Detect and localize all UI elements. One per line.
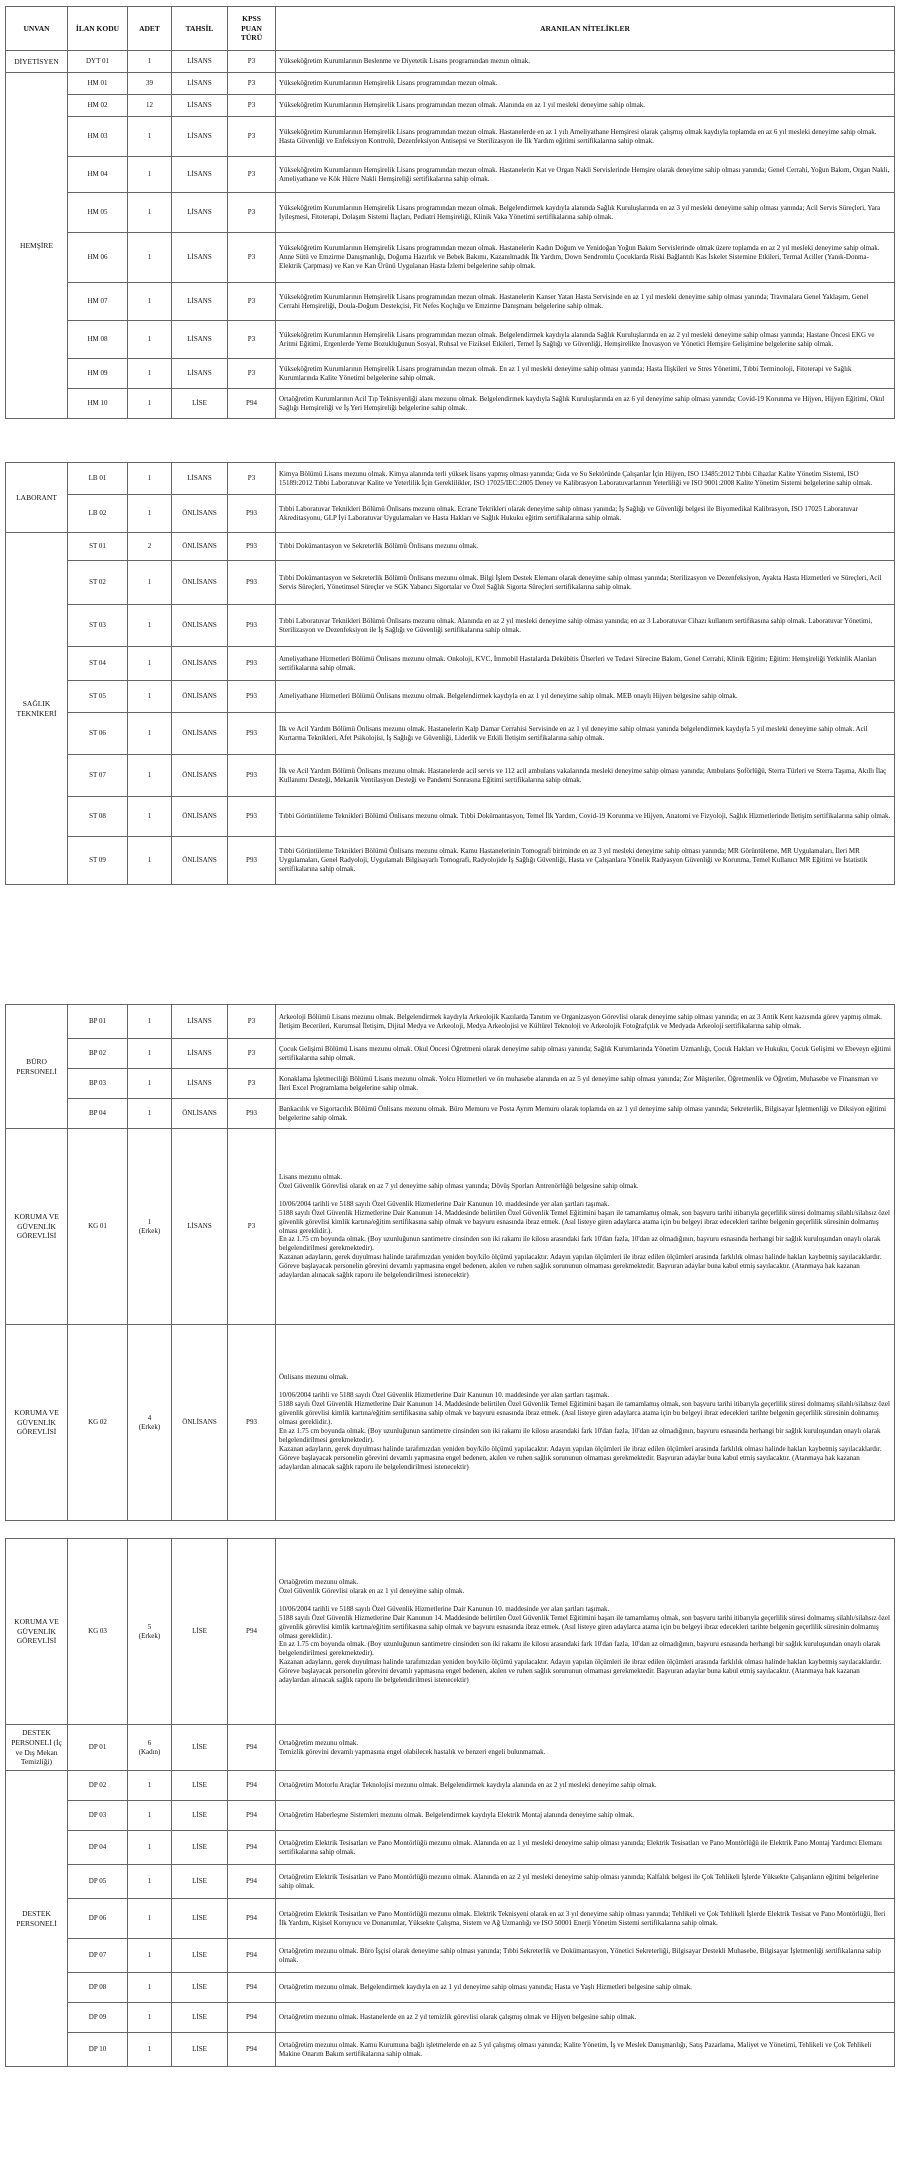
cell-adet: 1 (128, 1899, 172, 1939)
table-row (6, 755, 895, 797)
cell-kpss: P94 (228, 2003, 276, 2033)
cell-tahsil: LİSANS (172, 73, 228, 95)
col-header-nitelikler: ARANILAN NİTELİKLER (276, 7, 895, 51)
cell-adet: 1 (128, 605, 172, 647)
cell-nitelik: Ortaöğretim Elektrik Tesisatları ve Pano Montörlüğü mezunu olmak. Elektrik Teknisyeni olarak en az 3 yıl deneyime sahip olması yanında; Tehlikeli ve Çok Tehlikeli İşlerde Elektrik Tesisat ve Pano Montörlüğü, İleri İlk Yardım, Kişisel Koruyucu ve Donanımlar, Yüksekte Çalışma, Sistem ve Ağ Uzmanlığı ve ISO 50001 Enerji Yönetim Sistemi sertifikalarına sahip olmak. (276, 1899, 895, 1939)
cell-kod: LB 02 (68, 495, 128, 533)
cell-tahsil: LİSE (172, 1801, 228, 1831)
cell-adet: 1 (128, 463, 172, 495)
cell-kpss: P94 (228, 1939, 276, 1973)
cell-kpss: P3 (228, 73, 276, 95)
table-row (6, 1129, 895, 1325)
cell-kpss: P93 (228, 1325, 276, 1521)
table-row (6, 495, 895, 533)
cell-nitelik: Yükseköğretim Kurumlarının Hemşirelik Lisans programından mezun olmak. En az 1 yıl mesleki deneyime sahip olması yanında; Hasta İlişkileri ve Stres Yönetimi, Tıbbi Terminoloji, Fitoterapi ve Sağlık Kurumlarında Kalite Yönetimi belgelerine sahip olmak. (276, 359, 895, 389)
cell-kpss: P93 (228, 837, 276, 885)
group-title: KORUMA VE GÜVENLİK GÖREVLİSİ (6, 1325, 68, 1521)
cell-nitelik: Yükseköğretim Kurumlarının Hemşirelik Lisans programından mezun olmak. Hastanelerde en az 1 yılı Ameliyathane Hemşiresi olarak çalışmış olmak kaydıyla toplamda en az 6 yıl mesleki deneyime sahip olmak. Hasta Güvenliği ve Enfeksiyon Kontrolü, Dezenfeksiyon Antisepsi ve Sterilizasyon ile İlk Yardım eğitimi sertifikalarına sahip olmak. (276, 117, 895, 157)
cell-adet: 1 (128, 1973, 172, 2003)
cell-kpss: P94 (228, 1831, 276, 1865)
cell-nitelik: İlk ve Acil Yardım Bölümü Önlisans mezunu olmak. Hastanelerin Kalp Damar Cerrahisi Servisinde en az 1 yıl deneyime sahip olması yanında belgelendirmek kaydıyla 5 yıl mesleki deneyime sahip olmak. Acil Kurtarma Teknikleri, Afet Psikolojisi, İş Sağlığı ve Güvenliği, Liderlik ve Etkili İletişim sertifikalarına sahip olmak. (276, 713, 895, 755)
cell-kod: ST 07 (68, 755, 128, 797)
cell-tahsil: LİSE (172, 1831, 228, 1865)
cell-nitelik: Ameliyathane Hizmetleri Bölümü Önlisans mezunu olmak. Onkoloji, KVC, İmmobil Hastalarda Dekübitis Ülserleri ve Tedavi Sürecine Bakım, Genel Cerrahi, Klinik Eğitim; Eğitim: Hemşireliği Yetkinlik Alanları sertifikalarına sahip olmak. (276, 647, 895, 681)
cell-adet: 1 (128, 561, 172, 605)
cell-kod: ST 06 (68, 713, 128, 755)
cell-tahsil: LİSANS (172, 117, 228, 157)
job-table-1 (5, 6, 895, 419)
cell-kod: KG 02 (68, 1325, 128, 1521)
cell-tahsil: LİSE (172, 1973, 228, 2003)
cell-kod: HM 05 (68, 193, 128, 233)
cell-kod: ST 01 (68, 533, 128, 561)
cell-adet: 5 (Erkek) (128, 1539, 172, 1725)
cell-adet: 1 (128, 157, 172, 193)
cell-tahsil: ÖNLİSANS (172, 561, 228, 605)
cell-adet: 1 (128, 321, 172, 359)
table-row (6, 1725, 895, 1771)
cell-kod: HM 04 (68, 157, 128, 193)
cell-adet: 1 (128, 359, 172, 389)
cell-kpss: P94 (228, 1539, 276, 1725)
cell-kpss: P94 (228, 1725, 276, 1771)
cell-kpss: P3 (228, 193, 276, 233)
cell-kpss: P94 (228, 1771, 276, 1801)
cell-kod: BP 01 (68, 1005, 128, 1039)
table-row (6, 533, 895, 561)
table-header-row (6, 7, 895, 51)
col-header-ilan-kodu: İLAN KODU (68, 7, 128, 51)
cell-kod: BP 02 (68, 1039, 128, 1069)
cell-tahsil: LİSE (172, 2003, 228, 2033)
cell-kpss: P3 (228, 117, 276, 157)
cell-kpss: P93 (228, 533, 276, 561)
cell-tahsil: LİSANS (172, 157, 228, 193)
cell-kod: BP 04 (68, 1099, 128, 1129)
cell-kpss: P94 (228, 2033, 276, 2067)
cell-tahsil: LİSANS (172, 1005, 228, 1039)
cell-adet: 1 (128, 233, 172, 283)
cell-tahsil: ÖNLİSANS (172, 1099, 228, 1129)
job-table-2 (5, 462, 895, 885)
cell-nitelik: İlk ve Acil Yardım Bölümü Önlisans mezunu olmak. Hastanelerde acil servis ve 112 acil ambulans vakalarında mesleki deneyime sahip olması yanında; Ambulans Şoförlüğü, Sterra Türleri ve Sterra Taşıma, Akıllı İlaç Kullanımı Desteği, Mekanik Ventilasyon Desteği ve Pandemi Sonrasına Eğitimi sertifikalarına sahip olmak. (276, 755, 895, 797)
cell-nitelik: Önlisans mezunu olmak. 10/06/2004 tarihli ve 5188 sayılı Özel Güvenlik Hizmetlerine Dair Kanunun 10. maddesinde yer alan şartları taşımak. 5188 sayılı Özel Güvenlik Hizmetlerine Dair Kanunun 14. Maddesinde belirtilen Özel Güvenlik Temel Eğitimini başarı ile tamamlamış olmak, son başvuru tarihi itibarıyla geçerlilik süresi dolmamış silahlı/silahsız özel güvenlik görevlisi kimlik kartına/eğitim sertifikasına sahip olmak ve başvuru esnasında ibraz etmek. (Asıl listeye giren adaylarca atama için bu belgeyi ibraz edecekleri tarihte belgenin geçerlilik süresinin dolmamış olması gereklidir.). En az 1.75 cm boyunda olmak. (Boy uzunluğunun santimetre cinsinden son iki rakamı ile kilosu arasındaki fark 10'dan fazla, 10'dan az olmadığının, başvuru esnasında herhangi bir sağlık kuruluşundan onaylı olarak belgelendirilmesi gerekmektedir). Kazanan adayların, gerek duyulması halinde tarafımızdan yeniden boy/kilo ölçümü yapılacaktır. Adayın yapılan ölçümleri ile ibraz edilen ölçümleri arasında farklılık olması halinde hakları kaybetmiş sayılacaklardır. Göreve başlayacak personelin görevini devamlı yapmasına engel bedenen, akılen ve ruhen sağlık sorununun olmaması gerekmektedir. Başvuran adaylar buna kabul etmiş sayılacaktır. (Atanmaya hak kazanan adaylardan alınacak sağlık raporu ile belgelendirilmesi istenecektir) (276, 1325, 895, 1521)
cell-kod: DP 07 (68, 1939, 128, 1973)
cell-tahsil: ÖNLİSANS (172, 755, 228, 797)
cell-adet: 1 (128, 837, 172, 885)
cell-nitelik: Konaklama İşletmeciliği Bölümü Lisans mezunu olmak. Yolcu Hizmetleri ve ön muhasebe alanında en az 5 yıl deneyime sahip olması yanında; Zor Müşteriler, Öğretmenlik ve Öğretim, Muhasebe ve Finansman ve İleri Excel Programlama belgelerine sahip olmak. (276, 1069, 895, 1099)
cell-kod: HM 07 (68, 283, 128, 321)
cell-kpss: P3 (228, 1005, 276, 1039)
group-title: KORUMA VE GÜVENLİK GÖREVLİSİ (6, 1539, 68, 1725)
cell-tahsil: LİSE (172, 1865, 228, 1899)
cell-tahsil: ÖNLİSANS (172, 797, 228, 837)
table-row (6, 837, 895, 885)
table-row (6, 1005, 895, 1039)
cell-kpss: P94 (228, 1865, 276, 1899)
table-row (6, 1771, 895, 1801)
cell-kod: DYT 01 (68, 51, 128, 73)
cell-kpss: P94 (228, 1973, 276, 2003)
cell-adet: 1 (128, 1039, 172, 1069)
group-title: BÜRO PERSONELİ (6, 1005, 68, 1129)
cell-nitelik: Ortaöğretim Elektrik Tesisatları ve Pano Montörlüğü mezunu olmak. Alanında en az 1 yıl mesleki deneyime sahip olması yanında; Elektrik Tesisatları ve Pano Montörlüğü ile Elektrik Pano Montaj Yardımcı Elemanı sertifikalarına sahip olmak. (276, 1831, 895, 1865)
cell-nitelik: Ortaöğretim Kurumlarının Acil Tıp Teknisyenliği alanı mezunu olmak. Belgelendirmek kaydıyla Sağlık Kuruluşlarında en az 6 yıl deneyime sahip olması yanında; Covid-19 Korunma ve Hijyen, Hijyen Eğitimi, Okul Sağlığı Hemşireliği ve İş Yeri Hemşireliği belgelerine sahip olmak. (276, 389, 895, 419)
cell-tahsil: LİSANS (172, 1039, 228, 1069)
cell-kpss: P3 (228, 51, 276, 73)
cell-tahsil: LİSE (172, 1725, 228, 1771)
cell-kpss: P93 (228, 713, 276, 755)
cell-tahsil: LİSANS (172, 95, 228, 117)
cell-adet: 4 (Erkek) (128, 1325, 172, 1521)
cell-adet: 1 (128, 1801, 172, 1831)
cell-kod: ST 05 (68, 681, 128, 713)
table-row (6, 193, 895, 233)
cell-adet: 1 (128, 193, 172, 233)
cell-kpss: P93 (228, 605, 276, 647)
cell-nitelik: Ortaöğretim Motorlu Araçlar Teknolojisi mezunu olmak. Belgelendirmek kaydıyla alanında en az 2 yıl mesleki deneyime sahip olmak. (276, 1771, 895, 1801)
cell-kod: ST 08 (68, 797, 128, 837)
cell-adet: 1 (Erkek) (128, 1129, 172, 1325)
cell-kpss: P93 (228, 495, 276, 533)
cell-tahsil: LİSANS (172, 283, 228, 321)
cell-kpss: P3 (228, 95, 276, 117)
table-row (6, 605, 895, 647)
cell-nitelik: Tıbbi Dokümantasyon ve Sekreterlik Bölümü Önlisans mezunu olmak. Bilgi İşlem Destek Elemanı olarak deneyime sahip olması yanında; Sterilizasyon ve Dezenfeksiyon, Ayakta Hasta Hizmetleri ve Süreçleri, Acil Servis Süreçleri, Yönetimsel Süreçler ve SGK Yabancı Sigortalar ve Özel Sağlık Sigorta Süreçleri sertifikalarına sahip olmak. (276, 561, 895, 605)
cell-kod: ST 03 (68, 605, 128, 647)
cell-kod: DP 05 (68, 1865, 128, 1899)
cell-kod: HM 09 (68, 359, 128, 389)
cell-kod: ST 02 (68, 561, 128, 605)
cell-nitelik: Ortaöğretim mezunu olmak. Temizlik görevini devamlı yapmasına engel olabilecek hastalık ve benzeri engeli bulunmamak. (276, 1725, 895, 1771)
cell-kod: DP 09 (68, 2003, 128, 2033)
cell-kod: DP 02 (68, 1771, 128, 1801)
cell-nitelik: Yükseköğretim Kurumlarının Hemşirelik Lisans programından mezun olmak. (276, 73, 895, 95)
cell-kpss: P3 (228, 359, 276, 389)
cell-kpss: P94 (228, 389, 276, 419)
cell-tahsil: LİSANS (172, 1069, 228, 1099)
cell-kod: ST 09 (68, 837, 128, 885)
cell-nitelik: Tıbbi Görüntüleme Teknikleri Bölümü Önlisans mezunu olmak. Kamu Hastanelerinin Tomografi biriminde en az 3 yıl mesleki deneyime sahip olması yanında; MR Görüntüleme, MR Uygulamaları, İleri MR Uygulamaları, Genel Radyoloji, Uygulamalı Bilgisayarlı Tomografi, Radyolojide İş Sağlığı Güvenliği, Hasta ve Çalışanlara Yönelik Radyasyon Güvenliği ve Korunma, Temel Kullanıcı MR Eğitimi ve İstatistik sertifikalarına sahip olmak. (276, 837, 895, 885)
cell-kod: HM 08 (68, 321, 128, 359)
cell-tahsil: LİSE (172, 1771, 228, 1801)
table-row (6, 283, 895, 321)
cell-kod: DP 10 (68, 2033, 128, 2067)
cell-kod: ST 04 (68, 647, 128, 681)
cell-nitelik: Ameliyathane Hizmetleri Bölümü Önlisans mezunu olmak. Belgelendirmek kaydıyla en az 1 yıl deneyime sahip olmak. MEB onaylı Hijyen belgesine sahip olmak. (276, 681, 895, 713)
cell-kpss: P3 (228, 233, 276, 283)
cell-adet: 1 (128, 797, 172, 837)
cell-tahsil: LİSE (172, 389, 228, 419)
cell-tahsil: LİSANS (172, 51, 228, 73)
cell-tahsil: LİSANS (172, 321, 228, 359)
cell-tahsil: ÖNLİSANS (172, 837, 228, 885)
cell-kod: DP 03 (68, 1801, 128, 1831)
cell-kpss: P93 (228, 561, 276, 605)
table-row (6, 1899, 895, 1939)
cell-nitelik: Yükseköğretim Kurumlarının Hemşirelik Lisans programından mezun olmak. Hastanelerin Kanser Yatan Hasta Servisinde en az 1 yıl mesleki deneyime sahip olması yanında; Travmalara Genel Yaklaşım, Genel Cerrahi Hemşireliği, Doula-Doğum Destekçisi, Fit Nefes Koçluğu ve Emzirme Danışmanı belgelerine sahip olmak. (276, 283, 895, 321)
col-header-adet: ADET (128, 7, 172, 51)
table-row (6, 73, 895, 95)
cell-tahsil: ÖNLİSANS (172, 495, 228, 533)
cell-nitelik: Tıbbi Dokümantasyon ve Sekreterlik Bölümü Önlisans mezunu olmak. (276, 533, 895, 561)
cell-kod: DP 08 (68, 1973, 128, 2003)
table-row (6, 157, 895, 193)
cell-kod: DP 01 (68, 1725, 128, 1771)
cell-kod: KG 03 (68, 1539, 128, 1725)
cell-kpss: P94 (228, 1899, 276, 1939)
cell-nitelik: Ortaöğretim mezunu olmak. Büro İşçisi olarak deneyime sahip olması yanında; Tıbbi Sekreterlik ve Dokümantasyon, Yönetici Sekreterliği, Bilgisayar Destekli Muhasebe, Bilgisayar İşletmenliği sertifikalarına sahip olmak. (276, 1939, 895, 1973)
table-row (6, 1831, 895, 1865)
cell-kod: DP 04 (68, 1831, 128, 1865)
cell-kpss: P3 (228, 283, 276, 321)
table-row (6, 1801, 895, 1831)
col-header-tahsil: TAHSİL (172, 7, 228, 51)
cell-tahsil: LİSANS (172, 463, 228, 495)
table-row (6, 95, 895, 117)
cell-tahsil: LİSE (172, 1539, 228, 1725)
cell-kod: HM 01 (68, 73, 128, 95)
cell-nitelik: Yükseköğretim Kurumlarının Hemşirelik Lisans programından mezun olmak. Belgelendirmek kaydıyla alanında Sağlık Kuruluşlarında en az 2 yıl mesleki deneyime sahip olması yanında; Hastane Öncesi EKG ve Aritmi Eğitimi, Ergenlerde Yeme Bozukluğunun Sosyal, Ruhsal ve Fiziksel Etkileri, Temel İş Sağlığı ve Güvenliği, Hemşirelikte İnovasyon ve Yönetici Hemşire Gelişimine belgelerine sahip olmak. (276, 321, 895, 359)
cell-kpss: P3 (228, 321, 276, 359)
cell-nitelik: Yükseköğretim Kurumlarının Beslenme ve Diyetetik Lisans programından mezun olmak. (276, 51, 895, 73)
group-title: DESTEK PERSONELİ (İç ve Dış Mekan Temizliği) (6, 1725, 68, 1771)
job-table-4 (5, 1538, 895, 2067)
cell-nitelik: Tıbbi Laboratuvar Teknikleri Bölümü Önlisans mezunu olmak. Ecrane Tekrikleri olarak deneyime sahip olması yanında; İş Sağlığı ve Güvenliği belgesi ile Biyomedikal Kalibrasyon, ISO 17025 Laboratuvar Akreditasyonu, GLP İyi Laboratuvar Uygulamaları ve Hasta Hakları ve Sağlık Hukuku eğitim sertifikalarına sahip olmak. (276, 495, 895, 533)
cell-adet: 1 (128, 2003, 172, 2033)
cell-adet: 1 (128, 389, 172, 419)
cell-tahsil: ÖNLİSANS (172, 533, 228, 561)
table-row (6, 647, 895, 681)
cell-adet: 1 (128, 1771, 172, 1801)
cell-adet: 1 (128, 755, 172, 797)
cell-nitelik: Ortaöğretim mezunu olmak. Özel Güvenlik Görevlisi olarak en az 1 yıl deneyime sahip olmak. 10/06/2004 tarihli ve 5188 sayılı Özel Güvenlik Hizmetlerine Dair Kanunun 10. maddesinde yer alan şartları taşımak. 5188 sayılı Özel Güvenlik Hizmetlerine Dair Kanunun 14. Maddesinde belirtilen Özel Güvenlik Temel Eğitimini başarı ile tamamlamış olmak, son başvuru tarihi itibarıyla geçerlilik süresi dolmamış silahlı/silahsız özel güvenlik görevlisi kimlik kartına/eğitim sertifikasına sahip olmak ve başvuru esnasında ibraz etmek. (Asıl listeye giren adaylarca atama için bu belgeyi ibraz edecekleri tarihte belgenin geçerlilik süresinin dolmamış olması gereklidir.). En az 1.75 cm boyunda olmak. (Boy uzunluğunun santimetre cinsinden son iki rakamı ile kilosu arasındaki fark 10'dan fazla, 10'dan az olmadığının, başvuru esnasında herhangi bir sağlık kuruluşundan onaylı olarak belgelendirilmesi gerekmektedir). Kazanan adayların, gerek duyulması halinde tarafımızdan yeniden boy/kilo ölçümü yapılacaktır. Adayın yapılan ölçümleri ile ibraz edilen ölçümleri arasında farklılık olması halinde hakları kaybetmiş sayılacaklardır. Göreve başlayacak personelin görevini devamlı yapmasına engel bedenen, akılen ve ruhen sağlık sorununun olmaması gerekmektedir. Başvuran adaylar buna kabul etmiş sayılacaktır. (Atanmaya hak kazanan adaylardan alınacak sağlık raporu ile belgelendirilmesi istenecektir) (276, 1539, 895, 1725)
table-row (6, 389, 895, 419)
col-header-kpss: KPSS PUAN TÜRÜ (228, 7, 276, 51)
cell-adet: 1 (128, 117, 172, 157)
cell-adet: 1 (128, 681, 172, 713)
cell-kod: BP 03 (68, 1069, 128, 1099)
cell-adet: 1 (128, 1005, 172, 1039)
table-row (6, 2003, 895, 2033)
table-row (6, 1069, 895, 1099)
table-row (6, 463, 895, 495)
cell-kpss: P3 (228, 157, 276, 193)
cell-tahsil: ÖNLİSANS (172, 605, 228, 647)
col-header-unvan: UNVAN (6, 7, 68, 51)
cell-adet: 1 (128, 713, 172, 755)
cell-adet: 1 (128, 2033, 172, 2067)
cell-nitelik: Çocuk Gelişimi Bölümü Lisans mezunu olmak. Okul Öncesi Öğretmeni olarak deneyime sahip olması yanında; Sağlık Kurumlarında Yönetim Uzmanlığı, Çocuk Hakları ve Hukuku, Çocuk Gelişimi ve Ebeveyn eğitimi sertifikalarına sahip olmak. (276, 1039, 895, 1069)
cell-adet: 1 (128, 1939, 172, 1973)
cell-kpss: P3 (228, 1069, 276, 1099)
cell-kpss: P93 (228, 647, 276, 681)
cell-kpss: P3 (228, 1039, 276, 1069)
table-row (6, 681, 895, 713)
group-title: DİYETİSYEN (6, 51, 68, 73)
table-row (6, 2033, 895, 2067)
cell-nitelik: Yükseköğretim Kurumlarının Hemşirelik Lisans programından mezun olmak. Hastanelerin Kadın Doğum ve Yenidoğan Yoğun Bakım Servislerinde olmak üzere toplamda en az 2 yıl mesleki deneyime sahip olmak. Anne Sütü ve Emzirme Danışmanlığı, Doğuma Hazırlık ve Bebek Bakımı, Kazanılmadık İlk Yardım, Down Sendromlu Çocuklarda Riski Bağlantılı Kas İskelet Sistemine Etkileri, Termal Aciller (Yanık-Donma-Elektrik Çarpması) ve Kan ve Kan Ürünü Uygulanan Hasta İzlemi belgelerine sahip olmak. (276, 233, 895, 283)
table-row (6, 1939, 895, 1973)
cell-nitelik: Arkeoloji Bölümü Lisans mezunu olmak. Belgelendirmek kaydıyla Arkeolojik Kazılarda Tanıtım ve Organizasyon Görevlisi olarak deneyime sahip olması yanında; en az 3 Antik Kent kazısında görev yapmış olmak. İletişim Becerileri, Kurumsal İletişim, Dijital Medya ve Arkeoloji, Medya Arkeolojisi ve Kültürel Teknoloji ve Arkeolojik Fotoğrafçılık ve Medyada Arkeoloji sertifikalarına sahip olmak. (276, 1005, 895, 1039)
cell-kod: DP 06 (68, 1899, 128, 1939)
table-row (6, 561, 895, 605)
cell-kpss: P93 (228, 1099, 276, 1129)
cell-nitelik: Tıbbi Laboratuvar Teknikleri Bölümü Önlisans mezunu olmak. Alanında en az 2 yıl mesleki deneyime sahip olması yanında; en az 3 Laboratuvar Cihazı kullanım sertifikasına sahip olmak. Laboratuvar Yönetimi, Sterilizasyon ve Dezenfeksiyon ile İş Sağlığı ve Güvenliği sertifikalarına sahip olmak. (276, 605, 895, 647)
cell-nitelik: Bankacılık ve Sigortacılık Bölümü Önlisans mezunu olmak. Büro Memuru ve Posta Ayrım Memuru olarak toplamda en az 1 yıl deneyime sahip olması yanında; Sekreterlik, Bilgisayar İşletmenliği ve Diksiyon eğitimi belgelerine sahip olmak. (276, 1099, 895, 1129)
cell-adet: 1 (128, 1099, 172, 1129)
cell-tahsil: ÖNLİSANS (172, 681, 228, 713)
cell-nitelik: Yükseköğretim Kurumlarının Hemşirelik Lisans programından mezun olmak. Hastanelerin Kat ve Organ Nakli Servislerinde Hemşire olarak deneyime sahip olması yanında; Genel Cerrahi, Yoğun Bakım, Organ Nakli, Ameliyathane ve Kök Hücre Nakli Hemşireliği sertifikalarına sahip olmak. (276, 157, 895, 193)
cell-nitelik: Lisans mezunu olmak. Özel Güvenlik Görevlisi olarak en az 7 yıl deneyime sahip olması yanında; Dövüş Sporları Antrenörlüğü belgesine sahip olmak. 10/06/2004 tarihli ve 5188 sayılı Özel Güvenlik Hizmetlerine Dair Kanunun 10. maddesinde yer alan şartları taşımak. 5188 sayılı Özel Güvenlik Hizmetlerine Dair Kanunun 14. Maddesinde belirtilen Özel Güvenlik Temel Eğitimini başarı ile tamamlamış olmak, son başvuru tarihi itibarıyla geçerlilik süresi dolmamış silahlı/silahsız özel güvenlik görevlisi kimlik kartına/eğitim sertifikasına sahip olmak ve başvuru esnasında ibraz etmek. (Asıl listeye giren adaylarca atama için bu belgeyi ibraz edecekleri tarihte belgenin geçerlilik süresinin dolmamış olması gereklidir.). En az 1.75 cm boyunda olmak. (Boy uzunluğunun santimetre cinsinden son iki rakamı ile kilosu arasındaki fark 10'dan fazla, 10'dan az olmadığının, başvuru esnasında herhangi bir sağlık kuruluşundan onaylı olarak belgelendirilmesi gerekmektedir). Kazanan adayların, gerek duyulması halinde tarafımızdan yeniden boy/kilo ölçümü yapılacaktır. Adayın yapılan ölçümleri ile ibraz edilen ölçümleri arasında farklılık olması halinde hakları kaybetmiş sayılacaklardır. Göreve başlayacak personelin görevini devamlı yapmasına engel bedenen, akılen ve ruhen sağlık sorununun olmaması gerekmektedir. Başvuran adaylar buna kabul etmiş sayılacaktır. (Atanmaya hak kazanan adaylardan alınacak sağlık raporu ile belgelendirilmesi istenecektir) (276, 1129, 895, 1325)
table-row (6, 117, 895, 157)
cell-adet: 12 (128, 95, 172, 117)
group-title: SAĞLIK TEKNİKERİ (6, 533, 68, 885)
cell-kod: HM 10 (68, 389, 128, 419)
group-title: KORUMA VE GÜVENLİK GÖREVLİSİ (6, 1129, 68, 1325)
cell-kpss: P3 (228, 1129, 276, 1325)
cell-kod: HM 06 (68, 233, 128, 283)
cell-kpss: P3 (228, 463, 276, 495)
cell-nitelik: Ortaöğretim mezunu olmak. Kamu Kurumuna bağlı işletmelerde en az 5 yıl çalışmış olması yanında; Kalite Yönetim, İş ve Meslek Danışmanlığı, Satış Pazarlama, Maliyet ve Yönetimi, Tehlikeli ve Çok Tehlikeli Makine Onarım Bakım sertifikalarına sahip olmak. (276, 2033, 895, 2067)
table-row (6, 1539, 895, 1725)
cell-adet: 1 (128, 1069, 172, 1099)
cell-tahsil: ÖNLİSANS (172, 1325, 228, 1521)
cell-adet: 6 (Kadın) (128, 1725, 172, 1771)
cell-adet: 2 (128, 533, 172, 561)
cell-nitelik: Ortaöğretim Elektrik Tesisatları ve Pano Montörlüğü mezunu olmak. Alanında en az 2 yıl mesleki deneyime sahip olması yanında; Kalfalık belgesi ile Çok Tehlikeli İşlerde Yüksekte Çalışanların eğitimi belgelerine sahip olmak. (276, 1865, 895, 1899)
table-row (6, 51, 895, 73)
cell-adet: 1 (128, 647, 172, 681)
cell-kod: KG 01 (68, 1129, 128, 1325)
table-row (6, 713, 895, 755)
cell-tahsil: LİSE (172, 2033, 228, 2067)
cell-kpss: P93 (228, 755, 276, 797)
group-title: LABORANT (6, 463, 68, 533)
table-row (6, 1039, 895, 1069)
cell-kod: LB 01 (68, 463, 128, 495)
table-row (6, 797, 895, 837)
cell-kpss: P93 (228, 681, 276, 713)
cell-nitelik: Tıbbi Görüntüleme Teknikleri Bölümü Önlisans mezunu olmak. Tıbbi Dokümantasyon, Temel İlk Yardım, Covid-19 Korunma ve Hijyen, Anatomi ve Fizyoloji, Sağlık Hizmetlerinde İletişim sertifikalarına sahip olmak. (276, 797, 895, 837)
cell-tahsil: LİSANS (172, 359, 228, 389)
cell-tahsil: ÖNLİSANS (172, 713, 228, 755)
cell-nitelik: Ortaöğretim Haberleşme Sistemleri mezunu olmak. Belgelendirmek kaydıyla Elektrik Montaj alanında deneyime sahip olmak. (276, 1801, 895, 1831)
cell-kpss: P93 (228, 797, 276, 837)
cell-tahsil: LİSANS (172, 233, 228, 283)
cell-kod: HM 02 (68, 95, 128, 117)
cell-adet: 1 (128, 495, 172, 533)
table-row (6, 1865, 895, 1899)
group-title: DESTEK PERSONELİ (6, 1771, 68, 2067)
cell-adet: 1 (128, 1831, 172, 1865)
table-row (6, 1973, 895, 2003)
cell-tahsil: ÖNLİSANS (172, 647, 228, 681)
cell-nitelik: Yükseköğretim Kurumlarının Hemşirelik Lisans programından mezun olmak. Alanında en az 1 yıl mesleki deneyime sahip olmak. (276, 95, 895, 117)
cell-tahsil: LİSANS (172, 1129, 228, 1325)
table-row (6, 1325, 895, 1521)
cell-tahsil: LİSE (172, 1939, 228, 1973)
cell-nitelik: Yükseköğretim Kurumlarının Hemşirelik Lisans programından mezun olmak. Belgelendirmek kaydıyla alanında Sağlık Kuruluşlarında en az 3 yıl mesleki deneyime sahip olması yanında; Acil Servis Süreçleri, Yara İyileşmesi, Fitoterapi, Dolaşım Sistemi İlaçları, Pediatri Hemşireliği, Klinik Vaka Yönetimi sertifikalarına sahip olmak. (276, 193, 895, 233)
cell-tahsil: LİSANS (172, 193, 228, 233)
group-title: HEMŞİRE (6, 73, 68, 419)
job-table-3 (5, 1004, 895, 1521)
table-row (6, 1099, 895, 1129)
table-row (6, 321, 895, 359)
cell-adet: 39 (128, 73, 172, 95)
cell-adet: 1 (128, 283, 172, 321)
table-row (6, 233, 895, 283)
cell-adet: 1 (128, 1865, 172, 1899)
cell-tahsil: LİSE (172, 1899, 228, 1939)
cell-nitelik: Kimya Bölümü Lisans mezunu olmak. Kimya alanında terli yüksek lisans yapmış olması yanında; Gıda ve Su Sektöründe Çalışanlar İçin Hijyen, ISO 13485:2012 Tıbbi Cihazlar Kalite Yönetim Sistemi, ISO 15189:2012 Tıbbi Laboratuvar Kalite ve Yeterlilik İçin Gereklilikler, ISO 17025/IEC:2005 Deney ve Kalibrasyon Laboratuvarlarının Yeterliliği ve ISO 9001:2008 Kalite Yönetim Sistemi belgelerine sahip olmak. (276, 463, 895, 495)
cell-kpss: P94 (228, 1801, 276, 1831)
cell-nitelik: Ortaöğretim mezunu olmak. Hastanelerde en az 2 yıl temizlik görevlisi olarak çalışmış olmak ve Hijyen belgesine sahip olmak. (276, 2003, 895, 2033)
cell-kod: HM 03 (68, 117, 128, 157)
cell-nitelik: Ortaöğretim mezunu olmak. Belgelendirmek kaydıyla en az 1 yıl deneyime sahip olması yanında; Hasta ve Yaşlı Hizmetleri belgesine sahip olmak. (276, 1973, 895, 2003)
table-row (6, 359, 895, 389)
cell-adet: 1 (128, 51, 172, 73)
